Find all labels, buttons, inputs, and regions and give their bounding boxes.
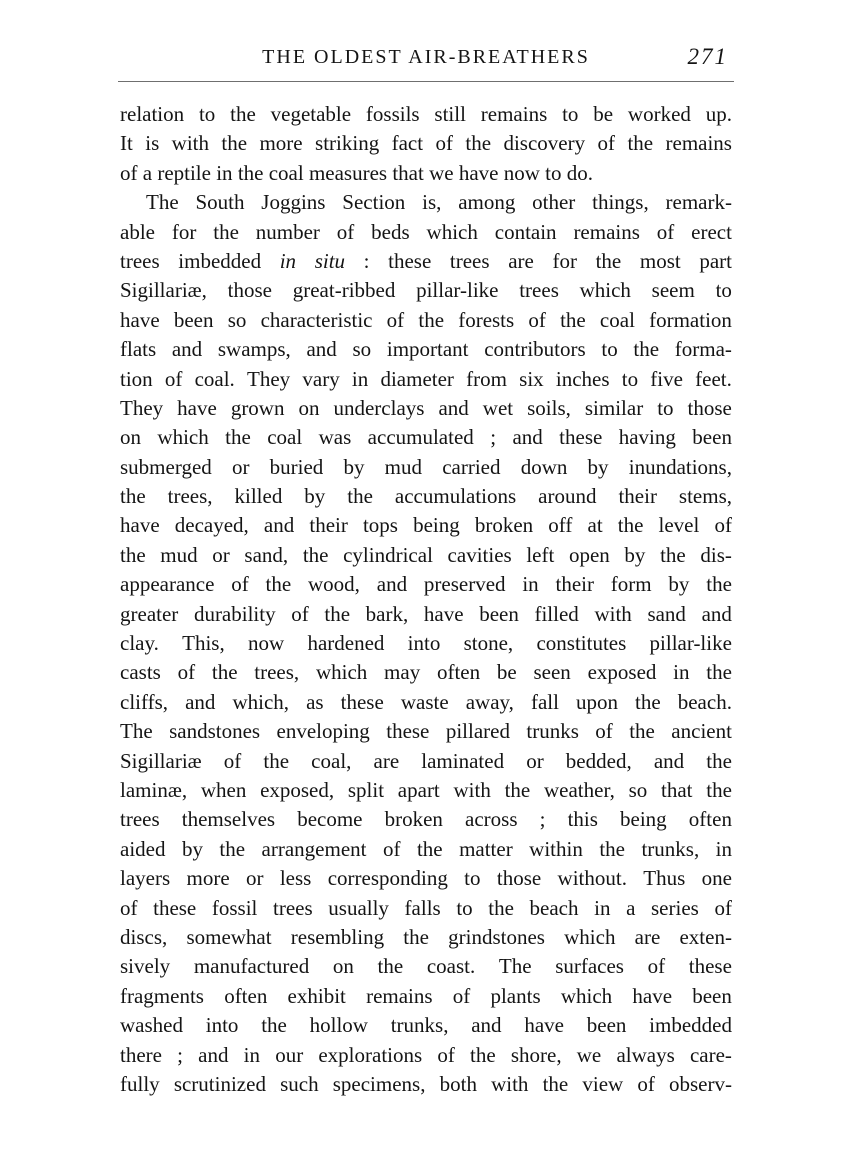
text-line: washed into the hollow trunks, and have been imbedded xyxy=(120,1013,732,1038)
text-line: greater durability of the bark, have been filled with sand and xyxy=(120,601,732,626)
text-line: the trees, killed by the accumulations around their stems, xyxy=(120,484,732,509)
text-line: fully scrutinized such specimens, both with the view of observ- xyxy=(120,1071,732,1096)
text-line: flats and swamps, and so important contributors to the forma- xyxy=(120,337,732,362)
text-line: laminæ, when exposed, split apart with the weather, so that the xyxy=(120,777,732,802)
text-line: They have grown on underclays and wet soils, similar to those xyxy=(120,395,732,420)
running-title: THE OLDEST AIR-BREATHERS xyxy=(262,46,590,68)
text-line: Sigillariæ of the coal, are laminated or bedded, and the xyxy=(120,748,732,773)
text-line: tion of coal. They vary in diameter from six inches to five feet. xyxy=(120,366,732,391)
text-line: discs, somewhat resembling the grindstones which are exten- xyxy=(120,924,732,949)
text-line: have decayed, and their tops being broken off at the level of xyxy=(120,513,732,538)
text-line: trees themselves become broken across ; this being often xyxy=(120,807,732,832)
text-line: of these fossil trees usually falls to the beach in a series of xyxy=(120,895,732,920)
running-head xyxy=(118,40,734,76)
text-line: fragments often exhibit remains of plants which have been xyxy=(120,983,732,1008)
text-line: cliffs, and which, as these waste away, fall upon the beach. xyxy=(120,689,732,714)
text-line: clay. This, now hardened into stone, constitutes pillar-like xyxy=(120,631,732,656)
text-line: sively manufactured on the coast. The surfaces of these xyxy=(120,954,732,979)
header-rule xyxy=(118,81,734,82)
text-line: relation to the vegetable fossils still remains to be worked up. xyxy=(120,102,732,126)
text-line: there ; and in our explorations of the shore, we always care- xyxy=(120,1042,732,1067)
text-line: It is with the more striking fact of the discovery of the remains xyxy=(120,131,732,156)
text-line: The sandstones enveloping these pillared trunks of the ancient xyxy=(120,719,732,744)
text-line: have been so characteristic of the forests of the coal formation xyxy=(120,307,732,332)
text-line: appearance of the wood, and preserved in their form by the xyxy=(120,572,732,597)
text-line: casts of the trees, which may often be seen exposed in the xyxy=(120,660,732,685)
text-line: The South Joggins Section is, among other things, remark- xyxy=(146,190,732,215)
text-line: the mud or sand, the cylindrical cavities left open by the dis- xyxy=(120,542,732,567)
text-line: trees imbedded in situ : these trees are for the most part xyxy=(120,248,732,273)
text-line: layers more or less corresponding to those without. Thus one xyxy=(120,866,732,891)
text-line: aided by the arrangement of the matter within the trunks, in xyxy=(120,836,732,861)
text-line: Sigillariæ, those great-ribbed pillar-like trees which seem to xyxy=(120,278,732,303)
body-text xyxy=(120,100,732,1099)
text-line: on which the coal was accumulated ; and these having been xyxy=(120,425,732,450)
text-line: submerged or buried by mud carried down by inundations, xyxy=(120,454,732,479)
text-line: able for the number of beds which contain remains of erect xyxy=(120,219,732,244)
text-line: of a reptile in the coal measures that we have now to do. xyxy=(120,160,594,185)
page-number: 271 xyxy=(687,44,728,69)
